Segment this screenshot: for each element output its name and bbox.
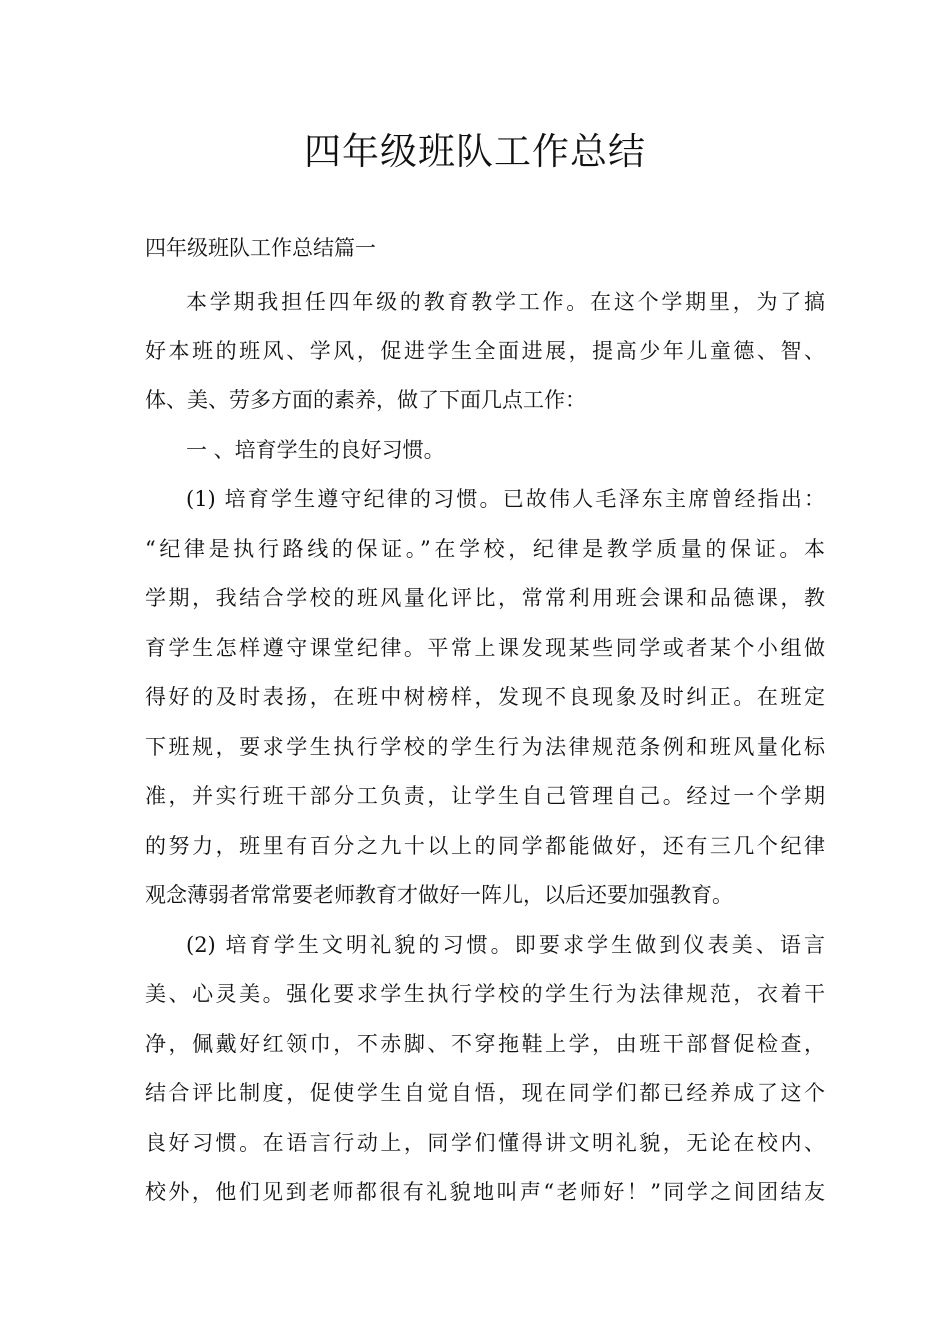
paragraph-line: “纪律是执行路线的保证。”在学校，纪律是教学质量的保证。本 — [145, 537, 825, 561]
paragraph-line: 本学期我担任四年级的教育教学工作。在这个学期里，为了搞 — [186, 290, 825, 314]
paragraph-line: 学期，我结合学校的班风量化评比，常常利用班会课和品德课，教 — [145, 586, 825, 610]
paragraph-line: 结合评比制度，促使学生自觉自悟，现在同学们都已经养成了这个 — [145, 1081, 825, 1105]
document-title: 四年级班队工作总结 — [304, 130, 646, 173]
paragraph-line: 准，并实行班干部分工负责，让学生自己管理自己。经过一个学期 — [145, 784, 825, 808]
paragraph-line: 观念薄弱者常常要老师教育才做好一阵儿，以后还要加强教育。 — [145, 883, 733, 907]
paragraph-line: (1) 培育学生遵守纪律的习惯。已故伟人毛泽东主席曾经指出： — [186, 487, 825, 511]
section-heading: 四年级班队工作总结篇一 — [145, 236, 376, 260]
paragraph-line: 育学生怎样遵守课堂纪律。平常上课发现某些同学或者某个小组做 — [145, 636, 825, 660]
paragraph-line: 校外，他们见到老师都很有礼貌地叫声“老师好！”同学之间团结友 — [145, 1180, 825, 1204]
paragraph-line: 美、心灵美。强化要求学生执行学校的学生行为法律规范，衣着干 — [145, 982, 825, 1006]
paragraph-line: 净，佩戴好红领巾，不赤脚、不穿拖鞋上学，由班干部督促检查， — [145, 1032, 825, 1056]
paragraph-line: 得好的及时表扬，在班中树榜样，发现不良现象及时纠正。在班定 — [145, 685, 825, 709]
paragraph-line: 体、美、劳多方面的素养，做了下面几点工作： — [145, 388, 586, 412]
paragraph-line: (2) 培育学生文明礼貌的习惯。即要求学生做到仪表美、语言 — [186, 933, 825, 957]
paragraph-line: 良好习惯。在语言行动上，同学们懂得讲文明礼貌，无论在校内、 — [145, 1131, 825, 1155]
paragraph-line: 下班规，要求学生执行学校的学生行为法律规范条例和班风量化标 — [145, 735, 825, 759]
section-heading: 一 、培育学生的良好习惯。 — [186, 438, 445, 462]
paragraph-line: 好本班的班风、学风，促进学生全面进展，提高少年儿童德、智、 — [145, 339, 825, 363]
paragraph-line: 的努力，班里有百分之九十以上的同学都能做好，还有三几个纪律 — [145, 834, 825, 858]
